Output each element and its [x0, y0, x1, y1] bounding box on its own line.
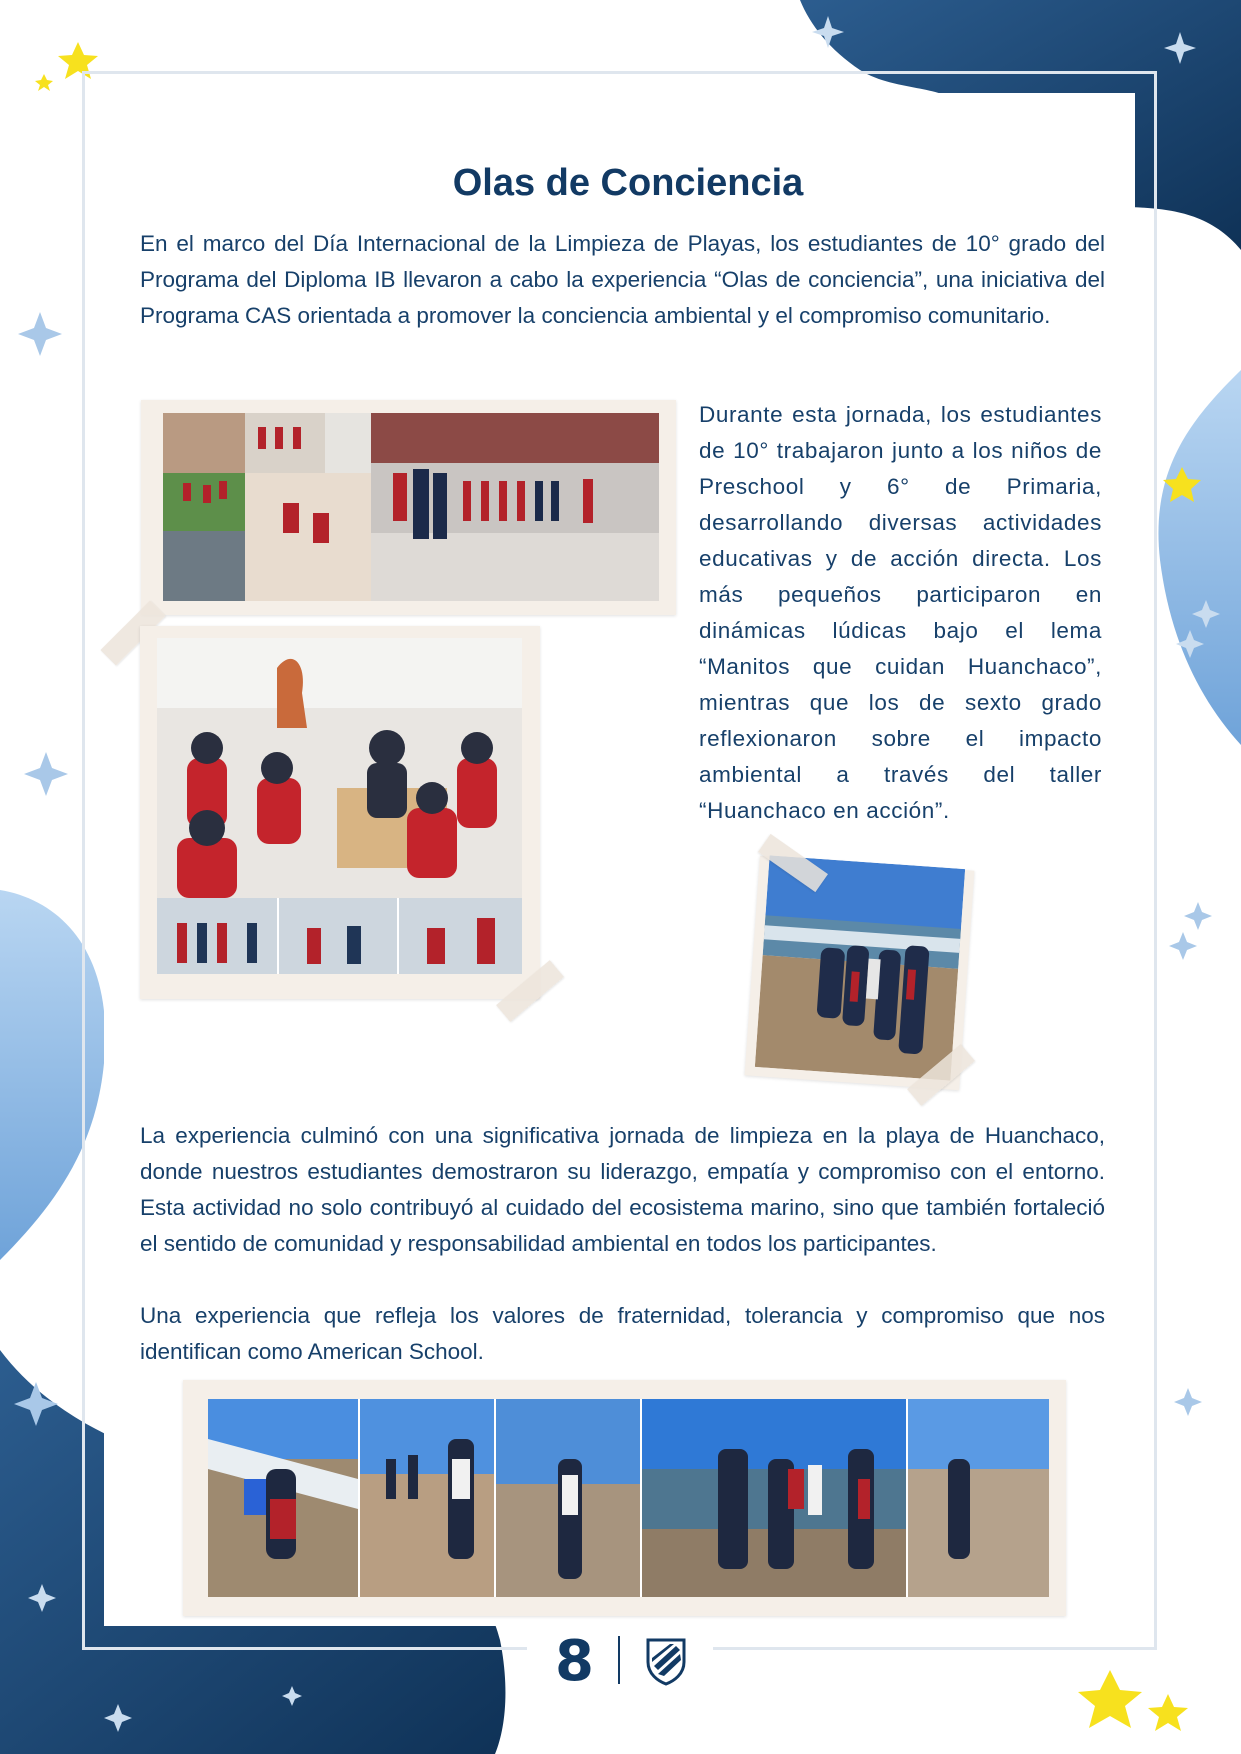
school-shield-logo — [644, 1636, 688, 1686]
activities-paragraph: Durante esta jornada, los estudiantes de 10° trabajaron junto a los niños de Preschool y 6° de Primaria, desarrollando diversas actividades educativas y de acción directa. Los más pequeños participaron en dinámicas lúdicas bajo el lema “Manitos que cuidan Huanchaco”, mientras que los de sexto grado reflexionaron sobre el impacto ambiental a través del taller “Huanchaco en acción”. — [699, 402, 1102, 823]
photo-strip-beach-cleanup — [208, 1399, 1049, 1597]
photo-collage-classroom-activities — [163, 413, 659, 601]
closing-paragraph: Una experiencia que refleja los valores de fraternidad, tolerancia y compromiso que nos identifican como American School. — [140, 1303, 1105, 1364]
photo-collage-workshop — [157, 638, 522, 974]
page-title: Olas de Conciencia — [452, 162, 804, 204]
conclusion-paragraph: La experiencia culminó con una significativa jornada de limpieza en la playa de Huanchaco, donde nuestros estudiantes demostraron su liderazgo, empatía y compromiso con el entorno. Esta actividad no solo contribuyó al cuidado del ecosistema marino, sino que también fortaleció el sentido de comunidad y responsabilidad ambiental en todos los participantes. — [140, 1123, 1105, 1256]
photo-beach-cleanup-group — [755, 855, 965, 1080]
intro-paragraph: En el marco del Día Internacional de la Limpieza de Playas, los estudiantes de 10° grado del Programa del Diploma IB llevaron a cabo la experiencia “Olas de conciencia”, una iniciativa del Programa CAS orientada a promover la conciencia ambiental y el compromiso comunitario. — [140, 231, 1105, 328]
page-number: 8 — [555, 1629, 594, 1694]
footer-divider — [618, 1636, 620, 1684]
